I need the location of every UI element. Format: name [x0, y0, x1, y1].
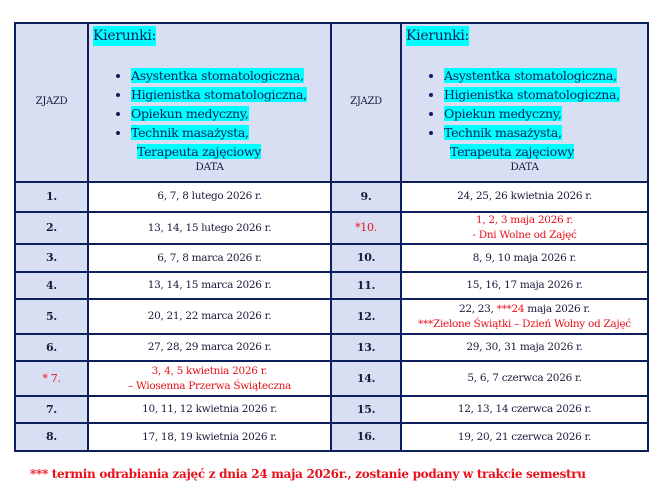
- list-item: Terapeuta zajęciowy: [450, 144, 574, 160]
- list-item: Higienistka stomatologiczna,: [131, 87, 307, 103]
- list-item: Technik masażysta,: [444, 125, 562, 141]
- kierunki-header: [401, 23, 648, 182]
- kierunki-label: Kierunki:: [93, 26, 156, 46]
- schedule-table: [14, 22, 649, 452]
- zjazd-number: 11.: [331, 272, 401, 299]
- date-cell: 20, 21, 22 marca 2026 r.: [88, 299, 331, 334]
- date-cell: 15, 16, 17 maja 2026 r.: [401, 272, 648, 299]
- date-cell: [88, 361, 331, 396]
- zjazd-number: 5.: [15, 299, 88, 334]
- table-row: [15, 182, 648, 212]
- list-item: Technik masażysta,: [131, 125, 249, 141]
- zjazd-header: ZJAZD: [331, 23, 401, 182]
- header-row: [15, 23, 648, 182]
- table-row: [15, 212, 648, 244]
- date-text: 1, 2, 3 maja 2026 r.: [475, 214, 574, 226]
- table-row: [15, 423, 648, 451]
- date-text: 3, 4, 5 kwietnia 2026 r.: [151, 364, 268, 377]
- date-cell: [401, 299, 648, 334]
- table-row: [15, 396, 648, 423]
- list-item: Terapeuta zajęciowy: [137, 144, 261, 160]
- date-note: – Wiosenna Przerwa Świąteczna: [127, 379, 291, 392]
- date-cell: 13, 14, 15 marca 2026 r.: [88, 272, 331, 299]
- data-label: DATA: [195, 161, 224, 174]
- zjazd-number: 15.: [331, 396, 401, 423]
- zjazd-number: 13.: [331, 334, 401, 361]
- list-item: Asystentka stomatologiczna,: [444, 68, 617, 84]
- date-cell: 29, 30, 31 maja 2026 r.: [401, 334, 648, 361]
- date-cell: 19, 20, 21 czerwca 2026 r.: [401, 423, 648, 451]
- list-item: Higienistka stomatologiczna,: [444, 87, 620, 103]
- footer-note: *** termin odrabiania zajęć z dnia 24 maja 2026r., zostanie podany w trakcie semestru: [30, 467, 586, 481]
- zjazd-number: 2.: [15, 212, 88, 244]
- date-cell: 13, 14, 15 lutego 2026 r.: [88, 212, 331, 244]
- date-cell: [401, 212, 648, 244]
- zjazd-number: 16.: [331, 423, 401, 451]
- zjazd-number: *10.: [331, 212, 401, 244]
- date-note: - Dni Wolne od Zajęć: [472, 229, 577, 242]
- date-cell: 5, 6, 7 czerwca 2026 r.: [401, 361, 648, 396]
- date-cell: 10, 11, 12 kwietnia 2026 r.: [88, 396, 331, 423]
- kierunki-label: Kierunki:: [406, 26, 469, 46]
- date-text: maja 2026 r.: [524, 302, 591, 315]
- kierunki-list: [89, 66, 330, 142]
- date-cell: 6, 7, 8 marca 2026 r.: [88, 244, 331, 272]
- date-cell: 17, 18, 19 kwietnia 2026 r.: [88, 423, 331, 451]
- zjazd-number: 14.: [331, 361, 401, 396]
- date-note: ***Zielone Świątki – Dzień Wolny od Zajęć: [418, 317, 631, 330]
- kierunki-list: [402, 66, 647, 142]
- list-item: Opiekun medyczny,: [444, 106, 562, 122]
- date-text: 22, 23,: [458, 302, 497, 315]
- zjazd-number: 10.: [331, 244, 401, 272]
- date-cell: 12, 13, 14 czerwca 2026 r.: [401, 396, 648, 423]
- table-row: [15, 244, 648, 272]
- data-label: DATA: [510, 161, 539, 174]
- date-cell: 24, 25, 26 kwietnia 2026 r.: [401, 182, 648, 212]
- date-cell: 27, 28, 29 marca 2026 r.: [88, 334, 331, 361]
- list-item: Opiekun medyczny,: [131, 106, 249, 122]
- zjazd-header: ZJAZD: [15, 23, 88, 182]
- kierunki-header: [88, 23, 331, 182]
- table-row: [15, 334, 648, 361]
- zjazd-number: 8.: [15, 423, 88, 451]
- zjazd-number: 9.: [331, 182, 401, 212]
- zjazd-number: 3.: [15, 244, 88, 272]
- list-item: Asystentka stomatologiczna,: [131, 68, 304, 84]
- zjazd-number: 1.: [15, 182, 88, 212]
- zjazd-number: 7.: [15, 396, 88, 423]
- zjazd-number: * 7.: [15, 361, 88, 396]
- date-text-highlight: ***24: [496, 302, 525, 315]
- date-cell: 6, 7, 8 lutego 2026 r.: [88, 182, 331, 212]
- table-row: [15, 272, 648, 299]
- zjazd-number: 12.: [331, 299, 401, 334]
- table-row: [15, 299, 648, 334]
- date-cell: 8, 9, 10 maja 2026 r.: [401, 244, 648, 272]
- zjazd-number: 6.: [15, 334, 88, 361]
- table-row: [15, 361, 648, 396]
- zjazd-number: 4.: [15, 272, 88, 299]
